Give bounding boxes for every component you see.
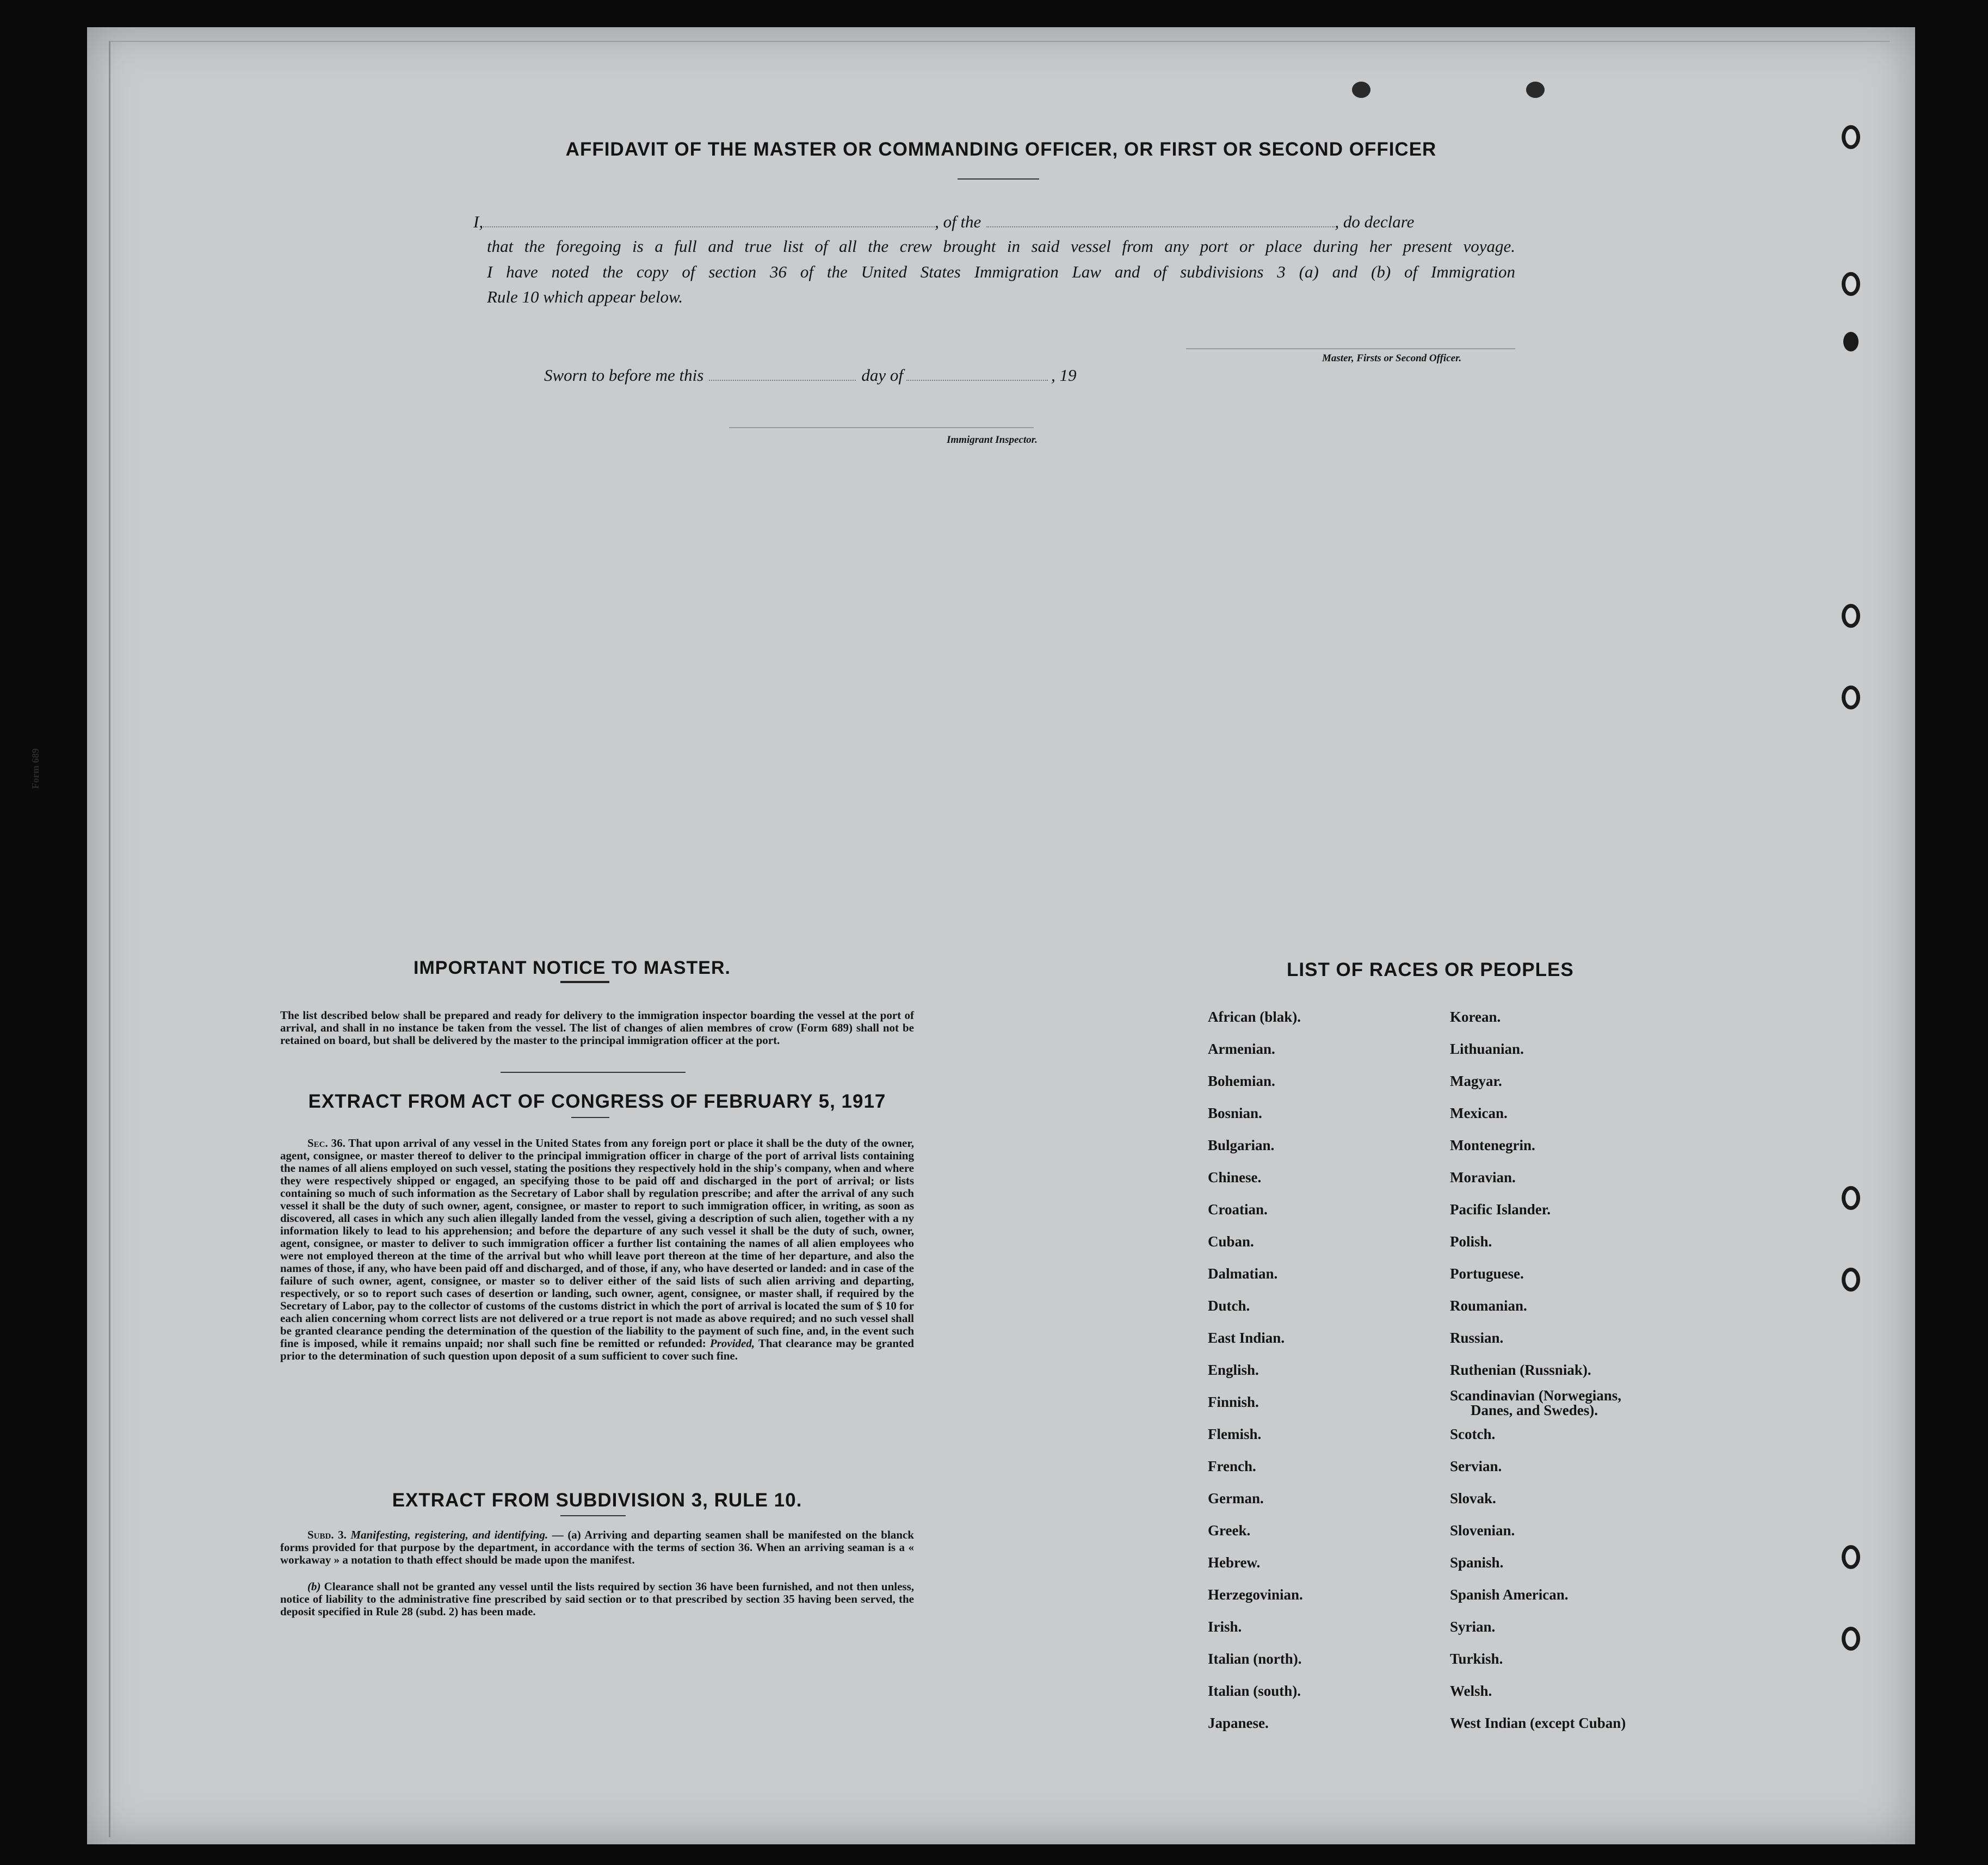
sec-36-proviso: That clearance may be granted prior to the determination of such question upon deposit of a sum sufficient to cover such fine. — [280, 1337, 914, 1362]
race-item: Finnish. — [1208, 1394, 1259, 1410]
race-item: Greek. — [1208, 1522, 1251, 1539]
race-item: German. — [1208, 1490, 1264, 1506]
act-ornament — [571, 1117, 609, 1118]
sworn-month-blank[interactable] — [906, 365, 1048, 381]
race-item: Russian. — [1450, 1330, 1504, 1346]
binding-hole — [54, 370, 69, 394]
para-b-label: (b) — [307, 1580, 321, 1593]
sec-36-text: That upon arrival of any vessel in the United States from any foreign port or place it shall be the duty of the owner, agent, consignee, or master thereof to deliver to the principal immigration officer in charge of the port of arrival lists containing the names of all aliens employed on such vessel, stating the positions they respectively hold in the ship's company, when and where they were respectively shipped or engaged, an specifying those to be paid off and discharged in the port of arrival; or lists containing so much of such information as the Secretary of Labor shall by regulation prescribe; and after the arrival of any such vessel it shall be the duty of such owner, agent, consignee, or master to report to such immigration officer, in writing, as soon as discovered, all cases in which any such alien illegally landed from the vessel, giving a description of such alien, together with a ny information likely to lead to his apprehension; and before the departure of any such vessel it shall be the duty of such, owner, agent, consignee, or master to deliver to such immigration officer a further list containing the names of all alien employees who were not employed thereon at the time of the arrival but who whill leave port thereon at the time of her departure, and also the names of those, if any, who have been paid off and discharged, and of those, if any, who have deserted or landed: and in case of the failure of such owner, agent, consignee, or master so to deliver either of the said lists of such alien arriving and departing, respectively, or so to report such cases of desertion or landing, such owner, agent, consignee, or master shall, if required by the Secretary of Labor, pay to the collector of customs of the customs district in which the port of arrival is located the sum of $ 10 for each alien concerning whom correct lists are not delivered or a true report is not made as above required; and no such vessel shall be granted clearance pending the determination of the question of the liability to the payment of such fine, and, in the event such fine is imposed, while it remains unpaid; nor shall such fine be remitted or refunded: — [280, 1137, 914, 1350]
race-item: East Indian. — [1208, 1330, 1285, 1346]
race-item: Irish. — [1208, 1619, 1242, 1635]
form-number: Form 689 — [30, 748, 41, 789]
rule-title: EXTRACT FROM SUBDIVISION 3, RULE 10. — [392, 1490, 802, 1511]
race-item: Cuban. — [1208, 1233, 1254, 1250]
binding-hole — [54, 571, 69, 595]
races-left-column — [1208, 1001, 1303, 1739]
race-item: Slovak. — [1450, 1490, 1496, 1506]
race-item: Italian (north). — [1208, 1651, 1302, 1667]
rule-para-b — [280, 1580, 914, 1618]
race-item: African (blak). — [1208, 1009, 1301, 1025]
race-item: Slovenian. — [1450, 1522, 1515, 1539]
affidavit-line-3: I have noted the copy of section 36 of the United States Immigration Law and of subdivisions 3 (a) and (b) of Immigration — [487, 262, 1515, 281]
race-item: Magyar. — [1450, 1073, 1502, 1089]
vessel-blank[interactable] — [986, 211, 1335, 227]
race-item: Pacific Islander. — [1450, 1201, 1551, 1218]
race-item-scandinavian — [1450, 1386, 1626, 1418]
race-item: Bulgarian. — [1208, 1137, 1275, 1153]
inspector-label: Immigrant Inspector. — [947, 434, 1038, 446]
race-item: Korean. — [1450, 1009, 1501, 1025]
binding-hole — [54, 294, 69, 318]
punch-hole — [1842, 1186, 1860, 1210]
punch-hole — [1842, 272, 1860, 296]
binding-hole — [54, 637, 69, 660]
race-item: West Indian (except Cuban) — [1450, 1715, 1626, 1731]
race-item: Hebrew. — [1208, 1554, 1261, 1571]
race-item: Mexican. — [1450, 1105, 1508, 1121]
master-signature-label: Master, Firsts or Second Officer. — [1322, 353, 1462, 364]
races-title: LIST OF RACES OR PEOPLES — [1287, 959, 1574, 980]
inspector-signature-line[interactable] — [729, 427, 1034, 428]
race-item: English. — [1208, 1362, 1259, 1378]
subd-heading: Manifesting, registering, and identifying. — [350, 1528, 548, 1541]
race-item: Turkish. — [1450, 1651, 1503, 1667]
master-signature-line[interactable] — [1186, 348, 1515, 349]
race-item: Moravian. — [1450, 1169, 1516, 1185]
rule-ornament — [560, 1515, 626, 1516]
sec-36-label: Sec. 36. — [307, 1137, 345, 1150]
sworn-line — [544, 365, 1076, 385]
race-item: Spanish. — [1450, 1554, 1504, 1571]
race-item: Scotch. — [1450, 1426, 1496, 1442]
affidavit-i-label: I, — [473, 212, 484, 231]
race-item: Polish. — [1450, 1233, 1492, 1250]
subd-label: Subd. 3. — [307, 1528, 347, 1541]
race-item: Ruthenian (Russniak). — [1450, 1362, 1591, 1378]
para-a-text: — (a) Arriving and departing seamen shall be manifested on the blanck forms provided for that purpose by the department, in accordance with the terms of section 36. When an arriving seaman is a « workaway » a notation to thath effect should be made upon the manifest. — [280, 1528, 914, 1566]
punch-hole — [1842, 686, 1860, 709]
race-item: Armenian. — [1208, 1041, 1275, 1057]
race-item: Herzegovinian. — [1208, 1586, 1303, 1603]
race-item: Portuguese. — [1450, 1265, 1524, 1282]
race-item-continued: Danes, and Swedes). — [1471, 1402, 1598, 1418]
race-item: Servian. — [1450, 1458, 1502, 1474]
do-declare-label: , do declare — [1335, 212, 1415, 231]
affidavit-title: AFFIDAVIT OF THE MASTER OR COMMANDING OFFICER, OR FIRST OR SECOND OFFICER — [565, 139, 1437, 160]
title-underline — [958, 178, 1039, 180]
sworn-date-blank[interactable] — [709, 365, 856, 381]
notice-title: IMPORTANT NOTICE TO MASTER. — [413, 958, 731, 978]
scan-blot — [1526, 82, 1545, 98]
race-item: Bohemian. — [1208, 1073, 1275, 1089]
sworn-prefix: Sworn to before me this — [544, 366, 704, 385]
punch-hole — [1842, 1545, 1860, 1569]
race-item: Lithuanian. — [1450, 1041, 1524, 1057]
race-item: Spanish American. — [1450, 1586, 1569, 1603]
name-blank[interactable] — [483, 211, 935, 227]
race-item: Montenegrin. — [1450, 1137, 1535, 1153]
scan-blot — [1352, 82, 1370, 98]
notice-text: The list described below shall be prepared and ready for delivery to the immigration inspector boarding the vessel at the port of arrival, and shall in no instance be taken from the vessel. The list of changes of alien membres of crow (Form 689) shall not be retained on board, but shall be delivered by the master to the principal immigration officer at the port. — [280, 1009, 914, 1047]
race-item: Roumanian. — [1450, 1298, 1527, 1314]
of-the-label: , of the — [935, 212, 981, 231]
race-item: Dutch. — [1208, 1298, 1250, 1314]
race-item: French. — [1208, 1458, 1256, 1474]
provided-label: Provided, — [709, 1337, 755, 1350]
punch-hole — [1843, 332, 1859, 351]
race-item: Italian (south). — [1208, 1683, 1301, 1699]
race-item: Chinese. — [1208, 1169, 1262, 1185]
act-title: EXTRACT FROM ACT OF CONGRESS OF FEBRUARY 5, 1917 — [308, 1091, 886, 1112]
notice-ornament — [560, 981, 609, 983]
punch-hole — [1842, 1268, 1860, 1292]
rule-para-a — [280, 1529, 914, 1566]
races-right-column — [1450, 1001, 1626, 1739]
binding-hole — [54, 218, 69, 242]
race-item: Scandinavian (Norwegians, — [1450, 1387, 1622, 1404]
para-b-text: Clearance shall not be granted any vessel until the lists required by section 36 have been furnished, and not then unless, notice of liability to the administrative fine prescribed by said section or to that prescribed by section 35 having been served, the deposit specified in Rule 28 (subd. 2) has been made. — [280, 1580, 914, 1618]
race-item: Bosnian. — [1208, 1105, 1262, 1121]
affidavit-line-2: that the foregoing is a full and true list of all the crew brought in said vessel from any port or place during her present voyage. — [487, 237, 1515, 256]
affidavit-line-1 — [473, 211, 1414, 232]
day-of-label: day of — [861, 366, 903, 385]
notice-divider — [501, 1072, 686, 1073]
year-label: , 19 — [1051, 366, 1077, 385]
race-item: Syrian. — [1450, 1619, 1496, 1635]
race-item: Welsh. — [1450, 1683, 1492, 1699]
race-item: Croatian. — [1208, 1201, 1268, 1218]
form-sheet — [30, 27, 1915, 1844]
punch-hole — [1842, 604, 1860, 628]
race-item: Japanese. — [1208, 1715, 1269, 1731]
punch-hole — [1842, 1627, 1860, 1651]
race-item: Dalmatian. — [1208, 1265, 1278, 1282]
affidavit-line-4: Rule 10 which appear below. — [487, 287, 683, 306]
race-item: Flemish. — [1208, 1426, 1262, 1442]
act-section-36 — [280, 1137, 914, 1362]
